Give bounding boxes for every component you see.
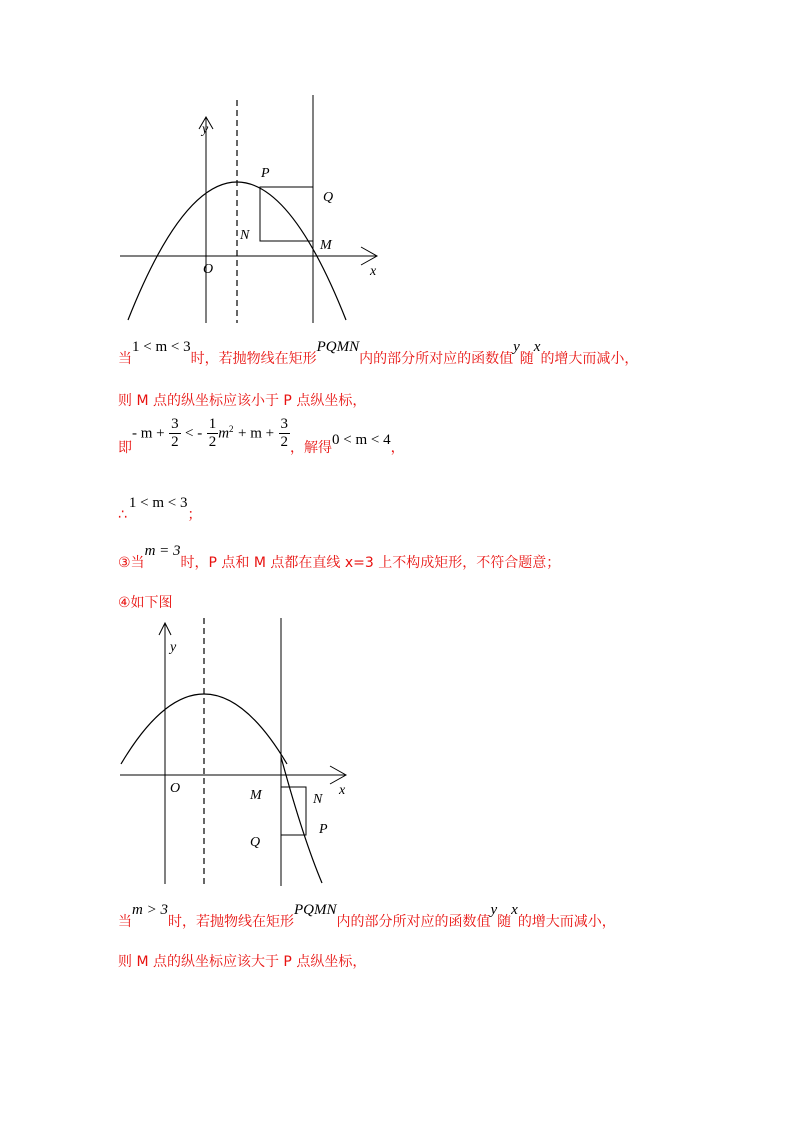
math-m-equals-3: m = 3 xyxy=(144,543,181,559)
math-m: m xyxy=(218,425,230,442)
text-clause-3: 的增大而减小， xyxy=(540,351,639,367)
label-y: y xyxy=(202,122,209,137)
label-n: N xyxy=(240,228,250,243)
math-rect-name: PQMN xyxy=(293,902,337,918)
label-origin: O xyxy=(170,781,181,796)
text-line-7 xyxy=(118,902,616,931)
math-less-than: < - xyxy=(185,425,203,442)
math-plus-m: + m + xyxy=(238,425,275,442)
text-when: 当 xyxy=(118,914,132,930)
math-m-greater-3: m > 3 xyxy=(132,902,168,918)
math-rect-name: PQMN xyxy=(316,339,360,355)
text-statement-less: 则 M 点的纵坐标应该小于 P 点纵坐标， xyxy=(118,393,367,409)
text-clause-3: 的增大而减小， xyxy=(517,914,616,930)
text-line-1 xyxy=(118,339,639,368)
text-case-3: ③当 xyxy=(118,555,145,571)
text-line-2 xyxy=(118,390,366,410)
math-result-range: 1 < m < 3 xyxy=(128,495,188,511)
math-x: x xyxy=(511,902,518,918)
therefore-symbol: ∴ xyxy=(118,507,127,523)
math-y: y xyxy=(513,339,520,355)
text-clause-2: 内的部分所对应的函数值 xyxy=(336,914,491,930)
text-when: 当 xyxy=(118,351,132,367)
text-line-6 xyxy=(118,592,173,612)
text-case-3-body: 时，P 点和 M 点都在直线 x=3 上不构成矩形，不符合题意； xyxy=(180,555,561,571)
label-x: x xyxy=(339,783,346,798)
parabola-curve-tail xyxy=(281,757,322,883)
text-line-4 xyxy=(118,495,202,523)
fraction-denominator: 2 xyxy=(171,434,179,450)
figure-1-parabola xyxy=(115,95,395,325)
label-m: M xyxy=(250,788,262,803)
math-condition-1: 1 < m < 3 xyxy=(132,339,191,355)
text-line-8 xyxy=(118,951,366,971)
text-solve: ，解得 xyxy=(290,439,333,456)
text-clause-2: 内的部分所对应的函数值 xyxy=(359,351,514,367)
fraction-denominator: 2 xyxy=(280,434,289,450)
text-with: 随 xyxy=(497,914,512,930)
text-namely: 即 xyxy=(118,439,132,456)
label-q: Q xyxy=(323,190,334,205)
figure-2-parabola xyxy=(118,618,358,888)
fraction-numerator: 3 xyxy=(171,416,179,432)
label-m: M xyxy=(320,238,332,253)
fraction-denominator: 2 xyxy=(208,434,217,450)
label-x: x xyxy=(370,264,377,279)
math-x: x xyxy=(533,339,541,355)
text-statement-greater: 则 M 点的纵坐标应该大于 P 点纵坐标， xyxy=(118,954,367,970)
rectangle-pqmn xyxy=(260,187,313,241)
text-line-3 xyxy=(118,416,405,456)
math-square: 2 xyxy=(229,423,234,434)
text-line-5 xyxy=(118,543,561,572)
text-clause: 时，若抛物线在矩形 xyxy=(190,351,317,367)
math-solution: 0 < m < 4 xyxy=(332,431,391,448)
label-q: Q xyxy=(250,835,261,850)
fraction-numerator: 3 xyxy=(280,416,289,432)
fraction-3-2-b xyxy=(279,416,291,451)
label-p: P xyxy=(261,166,270,181)
math-y: y xyxy=(490,902,498,918)
label-y: y xyxy=(170,640,177,655)
label-n: N xyxy=(313,792,323,807)
text-comma: ， xyxy=(390,439,405,456)
fraction-numerator: 1 xyxy=(208,416,217,432)
label-origin: O xyxy=(203,262,214,277)
label-p: P xyxy=(319,822,328,837)
fraction-3-2 xyxy=(169,416,181,451)
text-semicolon: ； xyxy=(187,507,202,523)
math-neg-m: - m + xyxy=(132,425,165,442)
text-with: 随 xyxy=(519,351,534,367)
text-case-4-heading: ④如下图 xyxy=(118,595,173,611)
fraction-1-2 xyxy=(207,416,219,451)
text-clause: 时，若抛物线在矩形 xyxy=(167,914,294,930)
